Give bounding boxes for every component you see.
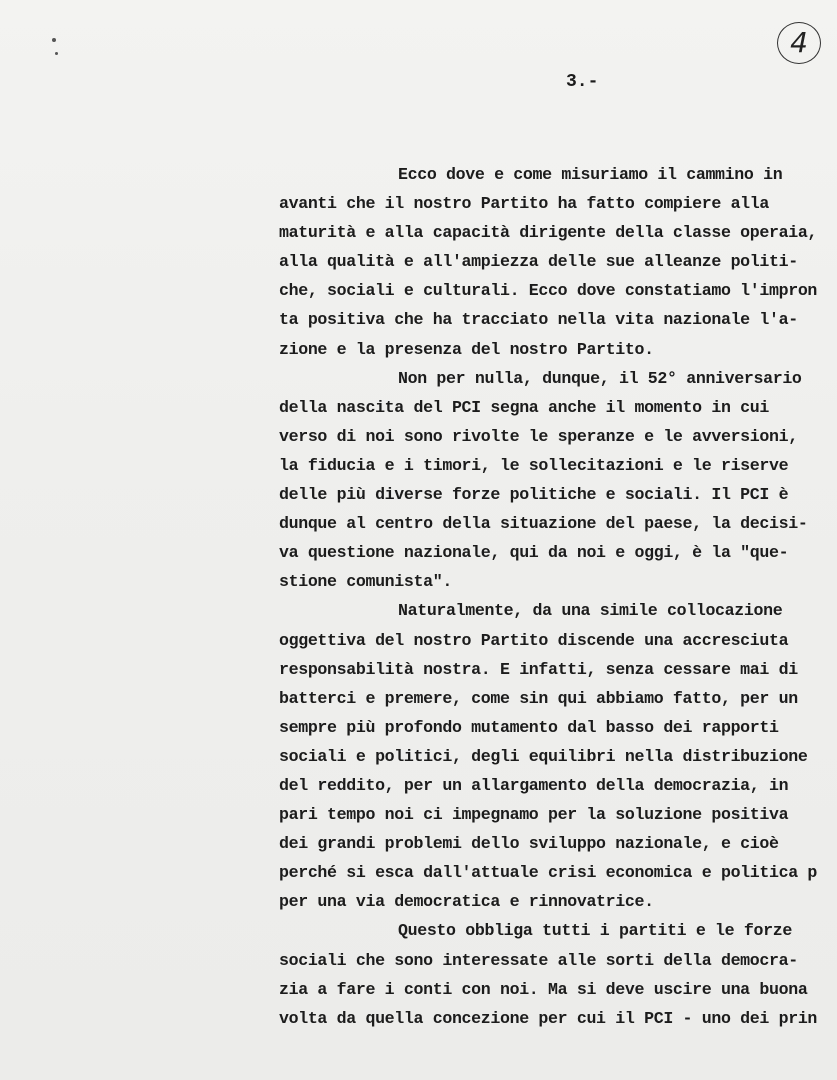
paragraph — [279, 160, 837, 364]
text-line: delle più diverse forze politiche e sociali. Il PCI è — [279, 485, 789, 505]
paragraph — [279, 596, 837, 916]
text-line: che, sociali e culturali. Ecco dove constatiamo l'impron — [279, 281, 818, 301]
text-line: Ecco dove e come misuriamo il cammino in — [398, 165, 783, 184]
typed-page-number: 3.- — [566, 72, 599, 92]
text-line: Non per nulla, dunque, il 52° anniversario — [398, 368, 802, 388]
text-line: dunque al centro della situazione del paese, la decisi- — [279, 514, 808, 534]
text-line: stione comunista". — [279, 572, 452, 592]
text-line: avanti che il nostro Partito ha fatto compiere alla — [279, 194, 770, 214]
text-line: la fiducia e i timori, le sollecitazioni e le riserve — [279, 455, 789, 475]
text-line: pari tempo noi ci impegnamo per la soluzione positiva — [279, 805, 789, 825]
text-line: verso di noi sono rivolte le speranze e le avversioni, — [279, 426, 798, 446]
text-line: zia a fare i conti con noi. Ma si deve uscire una buona — [279, 979, 808, 999]
text-line: perché si esca dall'attuale crisi economica e politica p — [279, 863, 818, 883]
text-line: dei grandi problemi dello sviluppo nazionale, e cioè — [279, 834, 779, 854]
text-line: sociali e politici, degli equilibri nella distribuzione — [279, 746, 808, 766]
text-line: maturità e alla capacità dirigente della classe operaia, — [279, 223, 818, 243]
text-line: responsabilità nostra. E infatti, senza cessare mai di — [279, 659, 798, 679]
text-line: per una via democratica e rinnovatrice. — [279, 892, 654, 912]
text-line: della nascita del PCI segna anche il momento in cui — [279, 397, 770, 417]
text-line: oggettiva del nostro Partito discende una accresciuta — [279, 630, 789, 650]
text-line: alla qualità e all'ampiezza delle sue alleanze politi- — [279, 252, 798, 272]
text-line: batterci e premere, come sin qui abbiamo fatto, per un — [279, 688, 798, 708]
text-line: Questo obbliga tutti i partiti e le forze — [398, 921, 792, 941]
text-line: volta da quella concezione per cui il PCI - uno dei prin — [279, 1008, 818, 1028]
text-line: del reddito, per un allargamento della democrazia, in — [279, 775, 789, 795]
text-line: zione e la presenza del nostro Partito. — [279, 339, 654, 359]
paragraph — [279, 364, 837, 597]
paragraph — [279, 916, 837, 1032]
margin-speck — [55, 52, 58, 55]
text-line: va questione nazionale, qui da noi e oggi, è la "que- — [279, 543, 789, 563]
handwritten-page-number: 4 — [777, 22, 821, 64]
margin-speck — [52, 38, 56, 42]
body-text — [279, 160, 837, 1033]
text-line: sempre più profondo mutamento dal basso dei rapporti — [279, 717, 779, 737]
text-line: ta positiva che ha tracciato nella vita nazionale l'a- — [279, 310, 798, 330]
text-line: sociali che sono interessate alle sorti della democra- — [279, 950, 798, 970]
text-line: Naturalmente, da una simile collocazione — [398, 601, 783, 621]
